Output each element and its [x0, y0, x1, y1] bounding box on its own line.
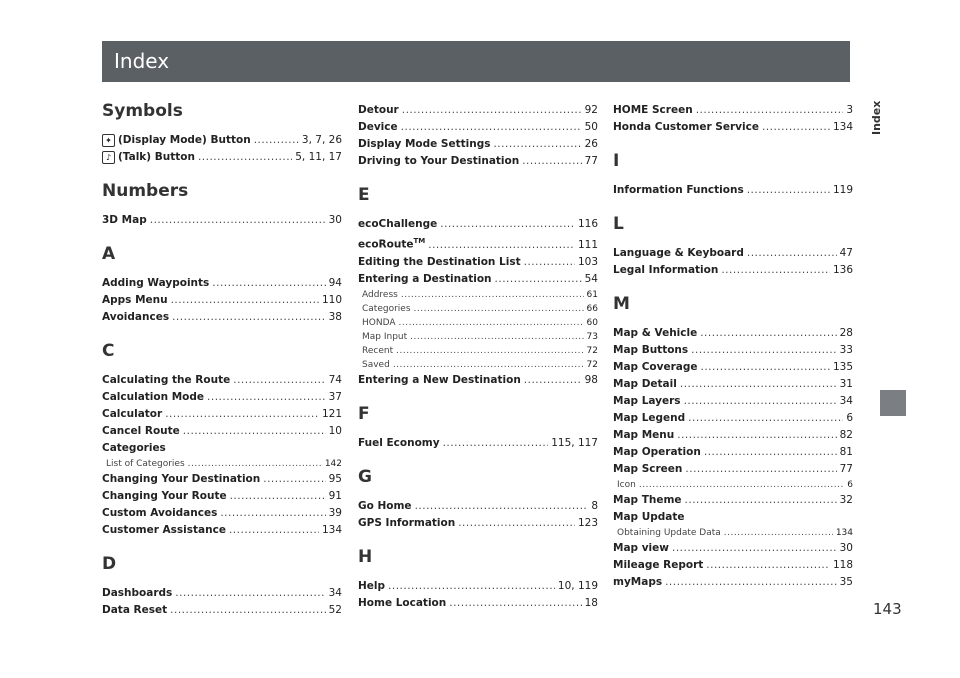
index-entry-cancel-route[interactable]: [102, 423, 342, 440]
entry-term: Icon: [617, 480, 636, 490]
index-entry-obtaining-update-data[interactable]: [613, 526, 853, 540]
leader-dots: [762, 119, 830, 136]
entry-pages: 95: [328, 473, 342, 485]
entry-pages: 30: [328, 214, 342, 226]
leader-dots: [165, 406, 319, 423]
index-entry-editing-the-destination-list[interactable]: [358, 254, 598, 271]
entry-term: Cancel Route: [102, 425, 180, 437]
index-entry-fuel-economy[interactable]: [358, 435, 598, 452]
leader-dots: [401, 119, 582, 136]
index-section-h: [358, 546, 598, 612]
leader-dots: [220, 505, 325, 522]
entry-pages: 74: [328, 374, 342, 386]
entry-pages: 72: [586, 359, 598, 370]
leader-dots: [747, 245, 837, 262]
entry-pages: 3: [846, 104, 853, 116]
entry-pages: 6: [847, 480, 853, 490]
entry-term: Entering a New Destination: [358, 373, 521, 386]
index-entry-ecoroute[interactable]: [358, 233, 598, 254]
entry-term: Map Operation: [613, 446, 701, 458]
entry-term: Information Functions: [613, 184, 744, 196]
entry-term: Map Theme: [613, 494, 682, 506]
index-entry-icon[interactable]: [613, 478, 853, 492]
entry-term: HOME Screen: [613, 104, 693, 116]
section-heading: L: [613, 214, 624, 234]
index-section-e: [358, 184, 598, 389]
leader-dots: [688, 410, 843, 427]
entry-term: Legal Information: [613, 264, 719, 276]
entry-pages: 81: [839, 446, 853, 458]
leader-dots: [672, 540, 837, 557]
entry-term: Changing Your Destination: [102, 473, 261, 485]
entry-term: Custom Avoidances: [102, 507, 218, 519]
leader-dots: [172, 309, 326, 326]
entry-term: Dashboards: [102, 587, 173, 599]
entry-term: Home Location: [358, 596, 447, 609]
entry-term: Avoidances: [102, 311, 170, 323]
index-entry-map-screen[interactable]: [613, 461, 853, 478]
entry-pages: 61: [586, 289, 598, 300]
index-entry-avoidances[interactable]: [102, 309, 342, 326]
index-entry-map-detail[interactable]: [613, 376, 853, 393]
entry-pages: 92: [584, 104, 598, 116]
talk-icon: ♪: [102, 151, 115, 164]
page-header: [102, 41, 850, 82]
leader-dots: [440, 216, 575, 233]
index-entry-device[interactable]: [358, 119, 598, 136]
index-section-numbers: [102, 180, 342, 229]
entry-pages: 73: [586, 331, 598, 342]
leader-dots: [233, 372, 325, 389]
section-heading: D: [102, 554, 117, 574]
leader-dots: [721, 262, 830, 279]
entry-term: Device: [358, 121, 398, 133]
entry-term: HONDA: [362, 317, 396, 328]
entry-pages: 38: [328, 311, 342, 323]
index-section-l: [613, 213, 853, 279]
index-section-d_cont: [358, 102, 598, 170]
entry-term: Map & Vehicle: [613, 327, 698, 339]
page-title: Index: [114, 49, 170, 73]
index-entry-language-keyboard[interactable]: [613, 245, 853, 262]
leader-dots: [704, 444, 837, 461]
entry-term: Map view: [613, 542, 669, 554]
entry-pages: 39: [328, 507, 342, 519]
leader-dots: [700, 325, 836, 342]
leader-dots: [254, 132, 299, 149]
index-entry-map-vehicle[interactable]: [613, 325, 853, 342]
index-section-c: [102, 340, 342, 539]
entry-term: GPS Information: [358, 516, 456, 529]
leader-dots: [665, 574, 837, 591]
index-entry-honda[interactable]: [358, 316, 598, 330]
side-tab-marker: [880, 390, 906, 416]
entry-term: ecoRoute™: [358, 237, 426, 251]
entry-pages: 77: [839, 463, 853, 475]
entry-term: Detour: [358, 104, 399, 116]
entry-term: Map Input: [362, 331, 408, 342]
index-entry-adding-waypoints[interactable]: [102, 275, 342, 292]
section-heading: F: [358, 403, 370, 424]
entry-pages: 6: [846, 412, 853, 424]
leader-dots: [428, 237, 575, 254]
leader-dots: [198, 149, 292, 166]
entry-pages: 111: [577, 238, 598, 251]
index-entry-map-view[interactable]: [613, 540, 853, 557]
entry-pages: 94: [328, 277, 342, 289]
index-section-a: [102, 243, 342, 326]
index-entry-recent[interactable]: [358, 344, 598, 358]
entry-term: ✦ (Display Mode) Button: [102, 132, 251, 149]
index-entry-map-theme[interactable]: [613, 492, 853, 509]
entry-pages: 50: [584, 121, 598, 133]
entry-term: Map Coverage: [613, 361, 698, 373]
section-heading: I: [613, 151, 620, 171]
leader-dots: [393, 358, 584, 372]
entry-pages: 123: [577, 516, 598, 529]
index-entry-display-mode-settings[interactable]: [358, 136, 598, 153]
leader-dots: [188, 457, 322, 471]
entry-pages: 72: [586, 345, 598, 356]
entry-term: Calculating the Route: [102, 374, 231, 386]
index-entry-changing-your-route[interactable]: [102, 488, 342, 505]
leader-dots: [388, 578, 555, 595]
leader-dots: [415, 498, 589, 515]
index-entry-calculating-the-route[interactable]: [102, 372, 342, 389]
entry-pages: 66: [586, 303, 598, 314]
index-entry-help[interactable]: [358, 578, 598, 595]
index-entry-ecochallenge[interactable]: [358, 216, 598, 233]
index-entry-legal-information[interactable]: [613, 262, 853, 279]
leader-dots: [399, 316, 584, 330]
entry-pages: 82: [839, 429, 853, 441]
side-tab-label: Index: [870, 100, 883, 136]
leader-dots: [747, 182, 830, 199]
index-entry-map-input[interactable]: [358, 330, 598, 344]
entry-pages: 3, 7, 26: [301, 134, 342, 146]
index-entry-map-legend[interactable]: [613, 410, 853, 427]
entry-pages: 119: [832, 184, 853, 196]
index-entry-calculation-mode[interactable]: [102, 389, 342, 406]
index-entry-custom-avoidances[interactable]: [102, 505, 342, 522]
leader-dots: [230, 488, 326, 505]
index-entry-address[interactable]: [358, 288, 598, 302]
leader-dots: [175, 585, 325, 602]
leader-dots: [402, 102, 582, 119]
entry-term: myMaps: [613, 576, 663, 588]
entry-term: Go Home: [358, 499, 412, 512]
leader-dots: [458, 515, 575, 532]
entry-term: Map Update: [613, 511, 685, 523]
entry-term: Map Layers: [613, 395, 681, 407]
entry-term: Map Legend: [613, 412, 686, 424]
entry-pages: 91: [328, 490, 342, 502]
entry-pages: 30: [839, 542, 853, 554]
index-section-g: [358, 466, 598, 532]
index-section-symbols: [102, 100, 342, 166]
index-entry-mymaps[interactable]: [613, 574, 853, 591]
entry-pages: 18: [584, 596, 598, 609]
entry-pages: 47: [839, 247, 853, 259]
entry-term: Data Reset: [102, 604, 168, 616]
entry-term: Map Detail: [613, 378, 677, 390]
index-entry-go-home[interactable]: [358, 498, 598, 515]
leader-dots: [677, 427, 836, 444]
entry-pages: 103: [577, 255, 598, 268]
entry-pages: 136: [832, 264, 853, 276]
display-mode-icon: ✦: [102, 134, 115, 147]
entry-pages: 34: [839, 395, 853, 407]
entry-pages: 134: [321, 524, 342, 536]
leader-dots: [685, 461, 836, 478]
entry-term: Recent: [362, 345, 394, 356]
entry-pages: 118: [832, 559, 853, 571]
leader-dots: [229, 522, 319, 539]
entry-term: Categories: [362, 303, 411, 314]
section-heading: Numbers: [102, 181, 189, 201]
entry-pages: 134: [835, 528, 853, 538]
entry-term: Saved: [362, 359, 390, 370]
entry-term: Fuel Economy: [358, 436, 440, 449]
leader-dots: [410, 330, 583, 344]
entry-pages: 52: [328, 604, 342, 616]
leader-dots: [691, 342, 836, 359]
entry-term: Calculator: [102, 408, 163, 420]
index-entry-categories[interactable]: [102, 440, 342, 457]
entry-pages: 5, 11, 17: [295, 151, 342, 163]
entry-term: Address: [362, 289, 398, 300]
entry-pages: 110: [321, 294, 342, 306]
leader-dots: [524, 372, 582, 389]
leader-dots: [522, 153, 581, 170]
index-section-m: [613, 293, 853, 591]
index-entry-map-layers[interactable]: [613, 393, 853, 410]
entry-term: ecoChallenge: [358, 218, 438, 230]
index-entry-map-menu[interactable]: [613, 427, 853, 444]
section-heading: C: [102, 341, 115, 361]
index-entry-information-functions[interactable]: [613, 182, 853, 199]
leader-dots: [684, 393, 837, 410]
index-entry-map-update[interactable]: [613, 509, 853, 526]
entry-pages: 28: [839, 327, 853, 339]
entry-term: Mileage Report: [613, 559, 704, 571]
index-section-i: [613, 150, 853, 199]
entry-term: Adding Waypoints: [102, 277, 210, 289]
index-section-d: [102, 553, 342, 619]
leader-dots: [685, 492, 837, 509]
leader-dots: [495, 271, 582, 288]
index-column-3: [613, 102, 853, 605]
entry-term: Entering a Destination: [358, 272, 492, 285]
index-entry-map-operation[interactable]: [613, 444, 853, 461]
entry-term: Help: [358, 579, 386, 592]
index-entry-driving-to-your-destination[interactable]: [358, 153, 598, 170]
leader-dots: [414, 302, 584, 316]
section-heading: Symbols: [102, 101, 183, 121]
index-column-1: [102, 100, 342, 633]
leader-dots: [183, 423, 326, 440]
entry-pages: 115, 117: [551, 436, 598, 449]
index-entry-talk-button[interactable]: [102, 149, 342, 166]
entry-term: Map Screen: [613, 463, 683, 475]
section-heading: H: [358, 546, 373, 567]
index-entry-entering-a-new-destination[interactable]: [358, 372, 598, 389]
leader-dots: [401, 288, 584, 302]
entry-pages: 121: [321, 408, 342, 420]
leader-dots: [493, 136, 581, 153]
leader-dots: [724, 526, 833, 540]
leader-dots: [170, 602, 325, 619]
entry-term: Editing the Destination List: [358, 255, 521, 268]
entry-term: ♪ (Talk) Button: [102, 149, 195, 166]
index-entry-home-screen[interactable]: [613, 102, 853, 119]
section-heading: G: [358, 466, 372, 487]
entry-term: Display Mode Settings: [358, 138, 491, 150]
entry-pages: 135: [832, 361, 853, 373]
index-entry-dashboards[interactable]: [102, 585, 342, 602]
index-entry-apps-menu[interactable]: [102, 292, 342, 309]
entry-pages: 32: [839, 494, 853, 506]
entry-pages: 26: [584, 138, 598, 150]
entry-pages: 77: [584, 155, 598, 167]
entry-pages: 60: [586, 317, 598, 328]
index-entry-gps-information[interactable]: [358, 515, 598, 532]
section-heading: M: [613, 294, 630, 314]
index-entry-map-buttons[interactable]: [613, 342, 853, 359]
entry-term: Changing Your Route: [102, 490, 227, 502]
index-section-h_cont: [613, 102, 853, 136]
index-entry-mileage-report[interactable]: [613, 557, 853, 574]
entry-term: Driving to Your Destination: [358, 155, 520, 167]
leader-dots: [207, 389, 326, 406]
index-entry-categories[interactable]: [358, 302, 598, 316]
section-heading: E: [358, 185, 370, 205]
index-entry-saved[interactable]: [358, 358, 598, 372]
index-entry-customer-assistance[interactable]: [102, 522, 342, 539]
page-number: 143: [873, 600, 902, 618]
leader-dots: [639, 478, 844, 492]
leader-dots: [396, 344, 583, 358]
leader-dots: [680, 376, 837, 393]
leader-dots: [443, 435, 549, 452]
entry-pages: 8: [591, 499, 598, 512]
entry-term: Apps Menu: [102, 294, 168, 306]
index-column-2: [358, 102, 598, 626]
leader-dots: [449, 595, 581, 612]
entry-pages: 34: [328, 587, 342, 599]
entry-pages: 31: [839, 378, 853, 390]
index-entry-honda-customer-service[interactable]: [613, 119, 853, 136]
entry-pages: 54: [584, 272, 598, 285]
entry-pages: 142: [324, 459, 342, 469]
entry-pages: 35: [839, 576, 853, 588]
leader-dots: [212, 275, 325, 292]
leader-dots: [171, 292, 319, 309]
index-entry-entering-a-destination[interactable]: [358, 271, 598, 288]
entry-pages: 116: [577, 218, 598, 230]
index-entry-changing-your-destination[interactable]: [102, 471, 342, 488]
leader-dots: [524, 254, 575, 271]
entry-term: Obtaining Update Data: [617, 528, 721, 538]
section-heading: A: [102, 244, 116, 264]
leader-dots: [696, 102, 844, 119]
entry-term: Map Menu: [613, 429, 675, 441]
entry-term: 3D Map: [102, 214, 147, 226]
entry-pages: 33: [839, 344, 853, 356]
entry-term: Language & Keyboard: [613, 247, 744, 259]
entry-term: Honda Customer Service: [613, 121, 759, 133]
entry-pages: 10, 119: [557, 579, 598, 592]
leader-dots: [150, 212, 326, 229]
entry-term: Customer Assistance: [102, 524, 226, 536]
index-entry-list-of-categories[interactable]: [102, 457, 342, 471]
index-section-f: [358, 403, 598, 452]
entry-term: List of Categories: [106, 459, 185, 469]
leader-dots: [263, 471, 325, 488]
leader-dots: [706, 557, 830, 574]
index-entry-detour[interactable]: [358, 102, 598, 119]
leader-dots: [701, 359, 830, 376]
index-entry-3d-map[interactable]: [102, 212, 342, 229]
entry-pages: 98: [584, 373, 598, 386]
entry-pages: 10: [328, 425, 342, 437]
index-entry-calculator[interactable]: [102, 406, 342, 423]
index-entry-data-reset[interactable]: [102, 602, 342, 619]
entry-term: Calculation Mode: [102, 391, 205, 403]
entry-pages: 37: [328, 391, 342, 403]
entry-term: Categories: [102, 442, 166, 454]
index-entry-map-coverage[interactable]: [613, 359, 853, 376]
entry-pages: 134: [832, 121, 853, 133]
index-entry-display-mode-button[interactable]: [102, 132, 342, 149]
index-entry-home-location[interactable]: [358, 595, 598, 612]
entry-term: Map Buttons: [613, 344, 689, 356]
